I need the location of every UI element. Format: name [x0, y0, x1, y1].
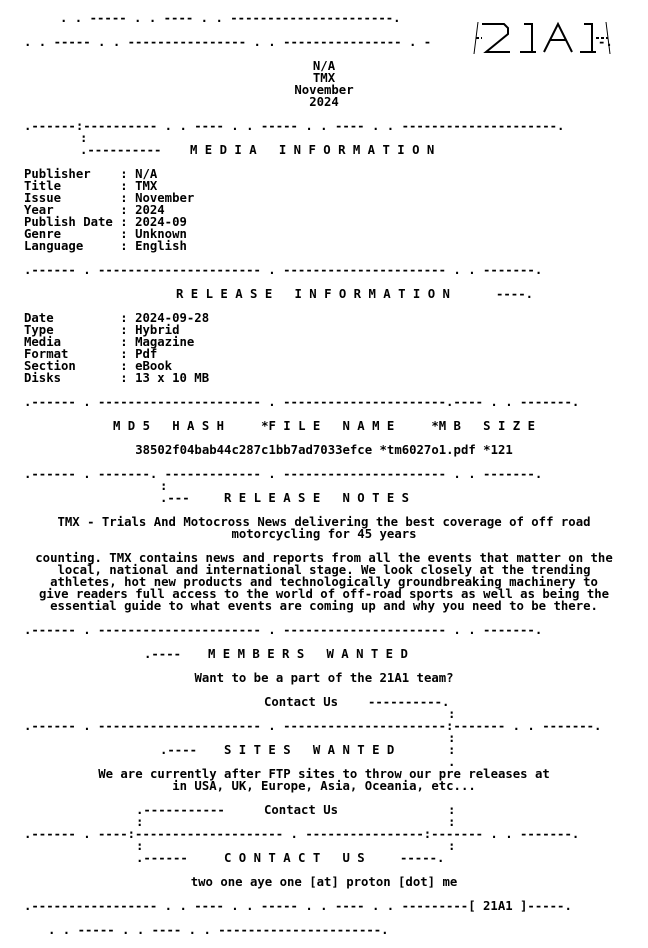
art-vertical-bar: . [448, 755, 456, 769]
art-separator-f: .------ . ---------------------- . ----------------------:------- . . -------. [24, 719, 602, 733]
art-vertical-bar: : [448, 731, 456, 745]
art-top-line-2-tail: -. [598, 35, 613, 49]
field-value: English [135, 239, 187, 253]
field-label: Disks [24, 371, 113, 385]
art-vertical-bar: : [448, 743, 456, 757]
field-label: Date [24, 311, 113, 325]
field-value: Pdf [135, 347, 158, 361]
media-row: Publisher : N/A [24, 167, 158, 181]
art-vertical-bar: : [448, 815, 456, 829]
field-value: 13 x 10 MB [135, 371, 210, 385]
media-heading: M E D I A I N F O R M A T I O N [190, 143, 435, 157]
release-row: Media : Magazine [24, 335, 195, 349]
release-row: Date : 2024-09-28 [24, 311, 210, 325]
art-top-line-2: . . ----- . . ---------------- . . ---------------- . - [24, 35, 432, 49]
contact-heading: C O N T A C T U S [224, 851, 365, 865]
field-label: Format [24, 347, 113, 361]
notes-body-line: athletes, hot new products and technologically groundbreaking machinery to [50, 575, 598, 589]
contact-address: two one aye one [at] proton [dot] me [190, 875, 458, 889]
field-label: Issue [24, 191, 113, 205]
field-label: Publisher [24, 167, 113, 181]
field-label: Language [24, 239, 113, 253]
notes-body-line: give readers full access to the world of off-road sports as well as being the [38, 587, 610, 601]
contact-heading-rule-right: -----. [400, 851, 445, 865]
notes-body-line: local, national and international stage. We look closely at the trending [57, 563, 591, 577]
media-heading-rule: .---------- [80, 143, 162, 157]
field-value: November [135, 191, 195, 205]
header-publisher: N/A [312, 59, 336, 73]
sites-text-line-2: in USA, UK, Europe, Asia, Oceania, etc... [172, 779, 476, 793]
field-value: Magazine [135, 335, 195, 349]
media-row: Issue : November [24, 191, 195, 205]
art-rule: ----------. [368, 695, 450, 709]
field-value: Hybrid [135, 323, 180, 337]
media-row: Publish Date : 2024-09 [24, 215, 187, 229]
art-vertical-bar: : [448, 803, 456, 817]
group-logo [472, 14, 612, 64]
members-text: Want to be a part of the 21A1 team? [194, 671, 454, 685]
field-label: Media [24, 335, 113, 349]
art-vertical-bar: : [448, 707, 456, 721]
release-row: Type : Hybrid [24, 323, 180, 337]
header-issue: November [294, 83, 354, 97]
media-row: Title : TMX [24, 179, 158, 193]
notes-heading: R E L E A S E N O T E S [224, 491, 410, 505]
art-separator-c: .------ . ---------------------- . ----------------------.---- . . -------. [24, 395, 580, 409]
members-heading-rule: .---- [144, 647, 182, 661]
sites-heading: S I T E S W A N T E D [224, 743, 395, 757]
release-row: Disks : 13 x 10 MB [24, 371, 210, 385]
art-vertical-bar: : [136, 815, 144, 829]
notes-intro-line-2: motorcycling for 45 years [231, 527, 417, 541]
art-separator-g: .------ . ----:-------------------- . ----------------:------- . . -------. [24, 827, 580, 841]
release-row: Format : Pdf [24, 347, 158, 361]
field-label: Type [24, 323, 113, 337]
art-top-line-1: . . ----- . . ---- . . ----------------------. [60, 11, 401, 25]
field-value: 2024-09 [135, 215, 187, 229]
header-year: 2024 [309, 95, 339, 109]
art-rule: .----------- [136, 803, 225, 817]
field-value: 2024 [135, 203, 165, 217]
header-title: TMX [312, 71, 336, 85]
art-separator-e: .------ . ---------------------- . ---------------------- . . -------. [24, 623, 543, 637]
art-vertical-bar: : [448, 839, 456, 853]
art-separator-b: .------ . ---------------------- . ---------------------- . . -------. [24, 263, 543, 277]
art-vertical-bar: : [80, 131, 88, 145]
release-heading-rule: ----. [496, 287, 534, 301]
field-label: Title [24, 179, 113, 193]
notes-body-line: counting. TMX contains news and reports from all the events that matter on the [35, 551, 613, 565]
art-vertical-bar: : [160, 479, 168, 493]
field-label: Genre [24, 227, 113, 241]
release-row: Section : eBook [24, 359, 173, 373]
art-separator-a: .------:---------- . . ---- . . ----- . . ---- . . ---------------------. [24, 119, 565, 133]
art-bottom-line-1: .----------------- . . ---- . . ----- . . ---- . . ---------[ 21A1 ]-----. [24, 899, 572, 913]
members-contact-link[interactable]: Contact Us [264, 695, 339, 709]
release-heading: R E L E A S E I N F O R M A T I O N [176, 287, 450, 301]
field-label: Section [24, 359, 113, 373]
sites-heading-rule: .---- [160, 743, 198, 757]
sites-text-line-1: We are currently after FTP sites to throw our pre releases at [98, 767, 550, 781]
hash-line: 38502f04bab44c287c1bb7ad7033efce *tm6027o1.pdf *121 [135, 443, 513, 457]
media-row: Year : 2024 [24, 203, 165, 217]
field-value: eBook [135, 359, 173, 373]
media-row: Genre : Unknown [24, 227, 187, 241]
media-row: Language : English [24, 239, 187, 253]
notes-intro-line-1: TMX - Trials And Motocross News delivering the best coverage of off road [57, 515, 591, 529]
field-value: Unknown [135, 227, 187, 241]
members-heading: M E M B E R S W A N T E D [208, 647, 408, 661]
field-label: Year [24, 203, 113, 217]
notes-heading-rule: .--- [160, 491, 190, 505]
art-separator-d: .------ . -------. ------------- . ---------------------- . . -------. [24, 467, 543, 481]
contact-heading-rule: .------ [136, 851, 188, 865]
field-value: TMX [135, 179, 158, 193]
field-value: 2024-09-28 [135, 311, 210, 325]
sites-contact-link[interactable]: Contact Us [264, 803, 339, 817]
art-vertical-bar: : [136, 839, 144, 853]
notes-body-line: essential guide to what events are coming up and why you need to be there. [50, 599, 598, 613]
field-label: Publish Date [24, 215, 113, 229]
field-value: N/A [135, 167, 158, 181]
art-bottom-line-2: . . ----- . . ---- . . ----------------------. [48, 923, 389, 937]
hash-header: M D 5 H A S H *F I L E N A M E *M B S I Z E [113, 419, 535, 433]
logo-text: 21A1 [472, 14, 475, 15]
